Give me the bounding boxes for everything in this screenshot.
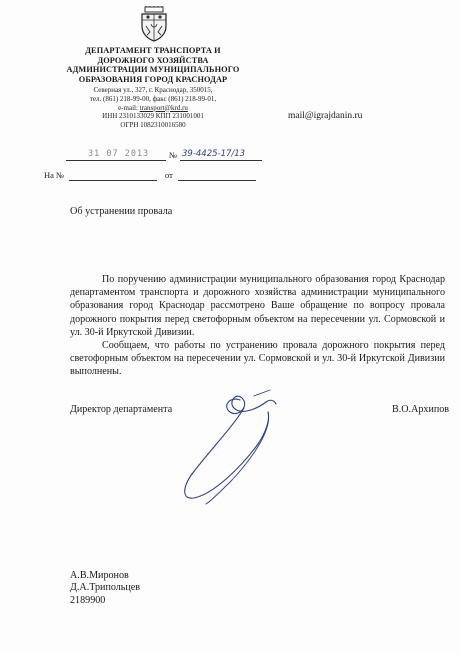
- outgoing-number: 39-4425-17/13: [182, 149, 246, 159]
- org-title-line: ДОРОЖНОГО ХОЗЯЙСТВА: [97, 55, 209, 65]
- outgoing-registration: [66, 150, 266, 162]
- handwritten-signature: [170, 388, 310, 508]
- ref-number-label: На №: [44, 170, 65, 180]
- org-address: Северная ул., 327, г. Краснодар, 350015,: [93, 86, 213, 95]
- ref-number-field: [69, 170, 157, 181]
- org-email-link[interactable]: transport@krd.ru: [139, 103, 188, 112]
- org-title-line: АДМИНИСТРАЦИИ МУНИЦИПАЛЬНОГО: [66, 65, 240, 75]
- executor-phone: 2189900: [70, 594, 106, 606]
- org-title: [58, 46, 248, 84]
- body-paragraph: Сообщаем, что работы по устранению провала дорожного покрытия перед светофорным объектом на пересечении ул. Сормовской и ул. 30-й Иркутской Дивизии выполнены.: [70, 340, 445, 378]
- body-paragraph: По поручению администрации муниципального образования город Краснодар департаментом транспорта и дорожного хозяйства администрации муниципального образования город Краснодар рассмотрено Ваше обращение по вопросу провала дорожного покрытия перед светофорным объектом на пересечении ул. Сормовской и ул. 30-й Иркутской Дивизии.: [70, 274, 445, 338]
- letter-body: [70, 273, 445, 379]
- org-inn: ИНН 2310133029 КПП 231001001: [102, 112, 204, 121]
- executor-line: Д.А.Трипольцев: [70, 582, 141, 594]
- org-title-line: ДЕПАРТАМЕНТ ТРАНСПОРТА И: [85, 46, 221, 55]
- org-ogrn: ОГРН 1082310016580: [120, 120, 186, 129]
- letterhead: [58, 46, 248, 129]
- recipient-email: mail@igrajdanin.ru: [288, 111, 363, 121]
- org-email-line: [58, 104, 248, 113]
- executor-block: [70, 570, 140, 607]
- signatory-name: В.О.Архипов: [392, 404, 450, 415]
- org-title-line: ОБРАЗОВАНИЯ ГОРОД КРАСНОДАР: [78, 74, 228, 84]
- signatory-title: Директор департамента: [70, 404, 173, 415]
- ref-date-field: [178, 170, 256, 181]
- coat-of-arms-icon: [139, 6, 169, 42]
- org-contacts: [58, 86, 248, 129]
- letter-subject: Об устранении провала: [70, 206, 173, 217]
- date-stamp: 31 07 2013: [88, 149, 150, 159]
- executor-line: А.В.Миронов: [70, 570, 129, 581]
- ref-date-label: от: [165, 170, 173, 180]
- org-email-prefix: e-mail:: [118, 103, 140, 112]
- number-prefix: №: [169, 150, 178, 160]
- reference-registration: [44, 170, 264, 182]
- org-phone: тел. (861) 218-99-00, факс (861) 218-99-01,: [89, 94, 217, 103]
